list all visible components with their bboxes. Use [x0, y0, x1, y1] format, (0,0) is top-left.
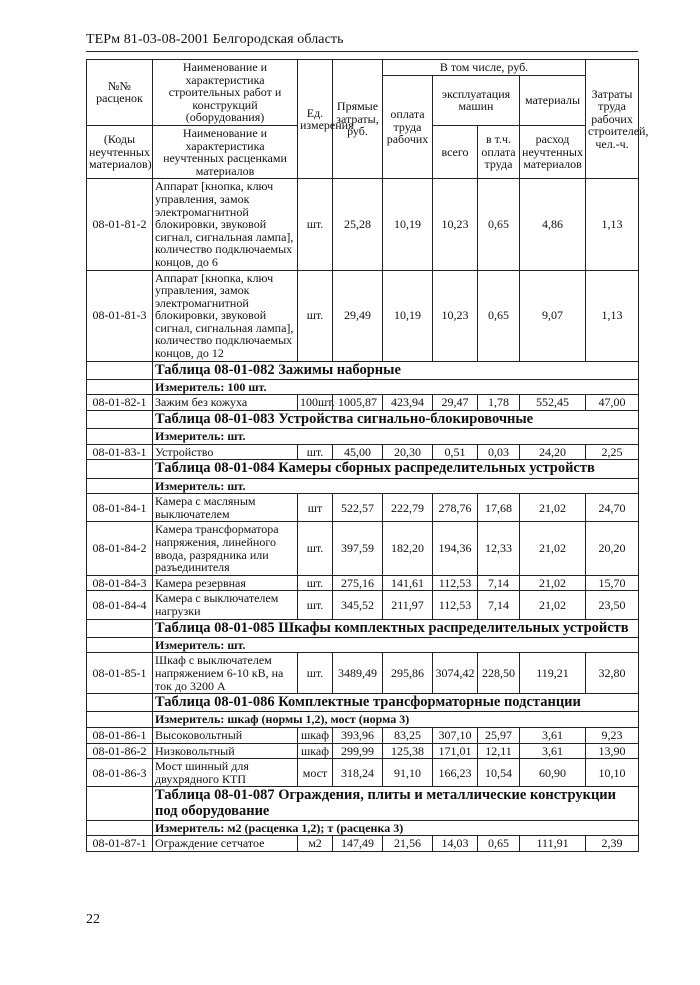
work-name: Аппарат [кнопка, ключ управления, замок электромагнитной блокировки, звуковой сигнал, сигнальная лампа], количество подключаемых концов, до 6	[153, 179, 298, 270]
material-costs: 3,61	[520, 728, 586, 744]
worker-wages: 125,38	[383, 743, 433, 759]
meter-row	[87, 637, 639, 653]
blank-cell	[87, 361, 153, 379]
work-name: Камера трансформатора напряжения, линейного ввода, разрядника или разъединителя	[153, 522, 298, 575]
table-section-title-row	[87, 460, 639, 478]
labor-costs: 24,70	[586, 494, 639, 522]
header-wages: оплата труда рабочих	[383, 75, 433, 179]
header-name: Наименование и характеристика строительных работ и конструкций (оборудования)	[153, 60, 298, 126]
direct-costs: 1005,87	[333, 395, 383, 411]
blank-cell	[87, 787, 153, 820]
rate-code: 08-01-87-1	[87, 836, 153, 852]
rate-code: 08-01-86-3	[87, 759, 153, 787]
section-title: Таблица 08-01-084 Камеры сборных распределительных устройств	[153, 460, 639, 478]
machine-wages: 25,97	[478, 728, 520, 744]
rate-code: 08-01-85-1	[87, 653, 153, 694]
material-costs: 21,02	[520, 522, 586, 575]
unit: шкаф	[298, 728, 333, 744]
worker-wages: 182,20	[383, 522, 433, 575]
table-section-title-row	[87, 619, 639, 637]
labor-costs: 20,20	[586, 522, 639, 575]
worker-wages: 222,79	[383, 494, 433, 522]
blank-cell	[87, 694, 153, 712]
direct-costs: 3489,49	[333, 653, 383, 694]
unit: шкаф	[298, 743, 333, 759]
labor-costs: 32,80	[586, 653, 639, 694]
worker-wages: 20,30	[383, 444, 433, 460]
rate-code: 08-01-84-1	[87, 494, 153, 522]
material-costs: 60,90	[520, 759, 586, 787]
material-costs: 552,45	[520, 395, 586, 411]
header-row-1	[87, 60, 639, 76]
direct-costs: 275,16	[333, 575, 383, 591]
machine-costs: 166,23	[433, 759, 478, 787]
header-code: №№ расценок	[87, 60, 153, 126]
section-title: Таблица 08-01-083 Устройства сигнально-блокировочные	[153, 411, 639, 429]
section-title: Таблица 08-01-086 Комплектные трансформаторные подстанции	[153, 694, 639, 712]
work-name: Камера с масляным выключателем	[153, 494, 298, 522]
rate-code: 08-01-86-1	[87, 728, 153, 744]
rate-code: 08-01-81-2	[87, 179, 153, 270]
worker-wages: 295,86	[383, 653, 433, 694]
meter-label: Измеритель: 100 шт.	[153, 379, 639, 395]
table-row	[87, 270, 639, 361]
machine-wages: 12,33	[478, 522, 520, 575]
machine-wages: 7,14	[478, 591, 520, 619]
blank-cell	[87, 429, 153, 445]
meter-row	[87, 429, 639, 445]
worker-wages: 10,19	[383, 270, 433, 361]
work-name: Ограждение сетчатое	[153, 836, 298, 852]
blank-cell	[87, 820, 153, 836]
worker-wages: 10,19	[383, 179, 433, 270]
direct-costs: 397,59	[333, 522, 383, 575]
material-costs: 119,21	[520, 653, 586, 694]
table-row	[87, 494, 639, 522]
machine-wages: 228,50	[478, 653, 520, 694]
machine-costs: 194,36	[433, 522, 478, 575]
table-row	[87, 179, 639, 270]
machine-wages: 10,54	[478, 759, 520, 787]
machine-costs: 10,23	[433, 179, 478, 270]
meter-label: Измеритель: шт.	[153, 478, 639, 494]
labor-costs: 13,90	[586, 743, 639, 759]
direct-costs: 29,49	[333, 270, 383, 361]
labor-costs: 1,13	[586, 179, 639, 270]
table-section-title-row	[87, 694, 639, 712]
material-costs: 21,02	[520, 591, 586, 619]
work-name: Шкаф с выключателем напряжением 6-10 кВ, на ток до 3200 А	[153, 653, 298, 694]
machine-costs: 3074,42	[433, 653, 478, 694]
rate-code: 08-01-84-2	[87, 522, 153, 575]
unit: шт.	[298, 179, 333, 270]
machine-wages: 0,65	[478, 179, 520, 270]
labor-costs: 47,00	[586, 395, 639, 411]
worker-wages: 423,94	[383, 395, 433, 411]
table-row	[87, 444, 639, 460]
table-section-title-row	[87, 361, 639, 379]
blank-cell	[87, 619, 153, 637]
machine-wages: 17,68	[478, 494, 520, 522]
work-name: Мост шинный для двухрядного КТП	[153, 759, 298, 787]
machine-wages: 0,03	[478, 444, 520, 460]
machine-costs: 14,03	[433, 836, 478, 852]
unit: м2	[298, 836, 333, 852]
table-section-title-row	[87, 787, 639, 820]
material-costs: 9,07	[520, 270, 586, 361]
direct-costs: 147,49	[333, 836, 383, 852]
work-name: Зажим без кожуха	[153, 395, 298, 411]
material-costs: 111,91	[520, 836, 586, 852]
worker-wages: 141,61	[383, 575, 433, 591]
rate-code: 08-01-82-1	[87, 395, 153, 411]
unit: мост	[298, 759, 333, 787]
material-costs: 3,61	[520, 743, 586, 759]
rate-code: 08-01-83-1	[87, 444, 153, 460]
unit: шт.	[298, 591, 333, 619]
blank-cell	[87, 712, 153, 728]
machine-wages: 0,65	[478, 270, 520, 361]
table-row	[87, 759, 639, 787]
machine-costs: 307,10	[433, 728, 478, 744]
header-name-bottom: Наименование и характеристика неучтенных расценками материалов	[153, 125, 298, 178]
direct-costs: 299,99	[333, 743, 383, 759]
unit: шт.	[298, 522, 333, 575]
meter-label: Измеритель: шкаф (нормы 1,2), мост (норма 3)	[153, 712, 639, 728]
unit: 100шт.	[298, 395, 333, 411]
machine-wages: 7,14	[478, 575, 520, 591]
blank-cell	[87, 460, 153, 478]
worker-wages: 211,97	[383, 591, 433, 619]
header-machines: эксплуатация машин	[433, 75, 520, 125]
labor-costs: 2,25	[586, 444, 639, 460]
work-name: Низковольтный	[153, 743, 298, 759]
table-row	[87, 575, 639, 591]
meter-label: Измеритель: м2 (расценка 1,2); т (расценка 3)	[153, 820, 639, 836]
work-name: Устройство	[153, 444, 298, 460]
header-direct: Прямые затраты, руб.	[333, 60, 383, 179]
labor-costs: 23,50	[586, 591, 639, 619]
machine-costs: 112,53	[433, 575, 478, 591]
header-machines-total: всего	[433, 125, 478, 178]
machine-costs: 171,01	[433, 743, 478, 759]
machine-wages: 0,65	[478, 836, 520, 852]
header-materials-sub: расход неучтенных материалов	[520, 125, 586, 178]
header-code-bottom: (Коды неучтенных материалов)	[87, 125, 153, 178]
labor-costs: 2,39	[586, 836, 639, 852]
section-title: Таблица 08-01-082 Зажимы наборные	[153, 361, 639, 379]
header-unit: Ед. измерения	[298, 60, 333, 179]
direct-costs: 522,57	[333, 494, 383, 522]
meter-row	[87, 379, 639, 395]
labor-costs: 1,13	[586, 270, 639, 361]
direct-costs: 345,52	[333, 591, 383, 619]
work-name: Камера с выключателем нагрузки	[153, 591, 298, 619]
work-name: Аппарат [кнопка, ключ управления, замок электромагнитной блокировки, звуковой сигнал, сигнальная лампа], количество подключаемых концов, до 12	[153, 270, 298, 361]
direct-costs: 393,96	[333, 728, 383, 744]
unit: шт.	[298, 444, 333, 460]
machine-wages: 1,78	[478, 395, 520, 411]
unit: шт	[298, 494, 333, 522]
rate-code: 08-01-86-2	[87, 743, 153, 759]
rate-code: 08-01-84-3	[87, 575, 153, 591]
table-row	[87, 522, 639, 575]
table-row	[87, 395, 639, 411]
material-costs: 4,86	[520, 179, 586, 270]
machine-costs: 10,23	[433, 270, 478, 361]
header-rule	[86, 51, 638, 52]
machine-costs: 0,51	[433, 444, 478, 460]
direct-costs: 318,24	[333, 759, 383, 787]
meter-row	[87, 712, 639, 728]
work-name: Высоковольтный	[153, 728, 298, 744]
table-row	[87, 836, 639, 852]
machine-wages: 12,11	[478, 743, 520, 759]
section-title: Таблица 08-01-085 Шкафы комплектных распределительных устройств	[153, 619, 639, 637]
material-costs: 21,02	[520, 494, 586, 522]
material-costs: 21,02	[520, 575, 586, 591]
table-row	[87, 653, 639, 694]
work-name: Камера резервная	[153, 575, 298, 591]
blank-cell	[87, 411, 153, 429]
page-number: 22	[86, 912, 100, 927]
table-row	[87, 591, 639, 619]
rates-table	[86, 59, 649, 852]
header-labor: Затраты труда рабочих строителей, чел.-ч.	[586, 60, 639, 179]
worker-wages: 21,56	[383, 836, 433, 852]
worker-wages: 83,25	[383, 728, 433, 744]
labor-costs: 10,10	[586, 759, 639, 787]
labor-costs: 15,70	[586, 575, 639, 591]
header-materials: материалы	[520, 75, 586, 125]
meter-label: Измеритель: шт.	[153, 429, 639, 445]
blank-cell	[87, 478, 153, 494]
unit: шт.	[298, 270, 333, 361]
meter-label: Измеритель: шт.	[153, 637, 639, 653]
unit: шт.	[298, 575, 333, 591]
machine-costs: 278,76	[433, 494, 478, 522]
document-header: ТЕРм 81-03-08-2001 Белгородская область	[86, 32, 344, 47]
material-costs: 24,20	[520, 444, 586, 460]
labor-costs: 9,23	[586, 728, 639, 744]
meter-row	[87, 478, 639, 494]
blank-cell	[87, 637, 153, 653]
header-machines-wages: в т.ч. оплата труда	[478, 125, 520, 178]
section-title: Таблица 08-01-087 Ограждения, плиты и металлические конструкции под оборудование	[153, 787, 639, 820]
blank-cell	[87, 379, 153, 395]
machine-costs: 29,47	[433, 395, 478, 411]
header-incl: В том числе, руб.	[383, 60, 586, 76]
machine-costs: 112,53	[433, 591, 478, 619]
table-section-title-row	[87, 411, 639, 429]
unit: шт.	[298, 653, 333, 694]
table-row	[87, 728, 639, 744]
direct-costs: 45,00	[333, 444, 383, 460]
direct-costs: 25,28	[333, 179, 383, 270]
table-row	[87, 743, 639, 759]
rate-code: 08-01-81-3	[87, 270, 153, 361]
worker-wages: 91,10	[383, 759, 433, 787]
meter-row	[87, 820, 639, 836]
rate-code: 08-01-84-4	[87, 591, 153, 619]
